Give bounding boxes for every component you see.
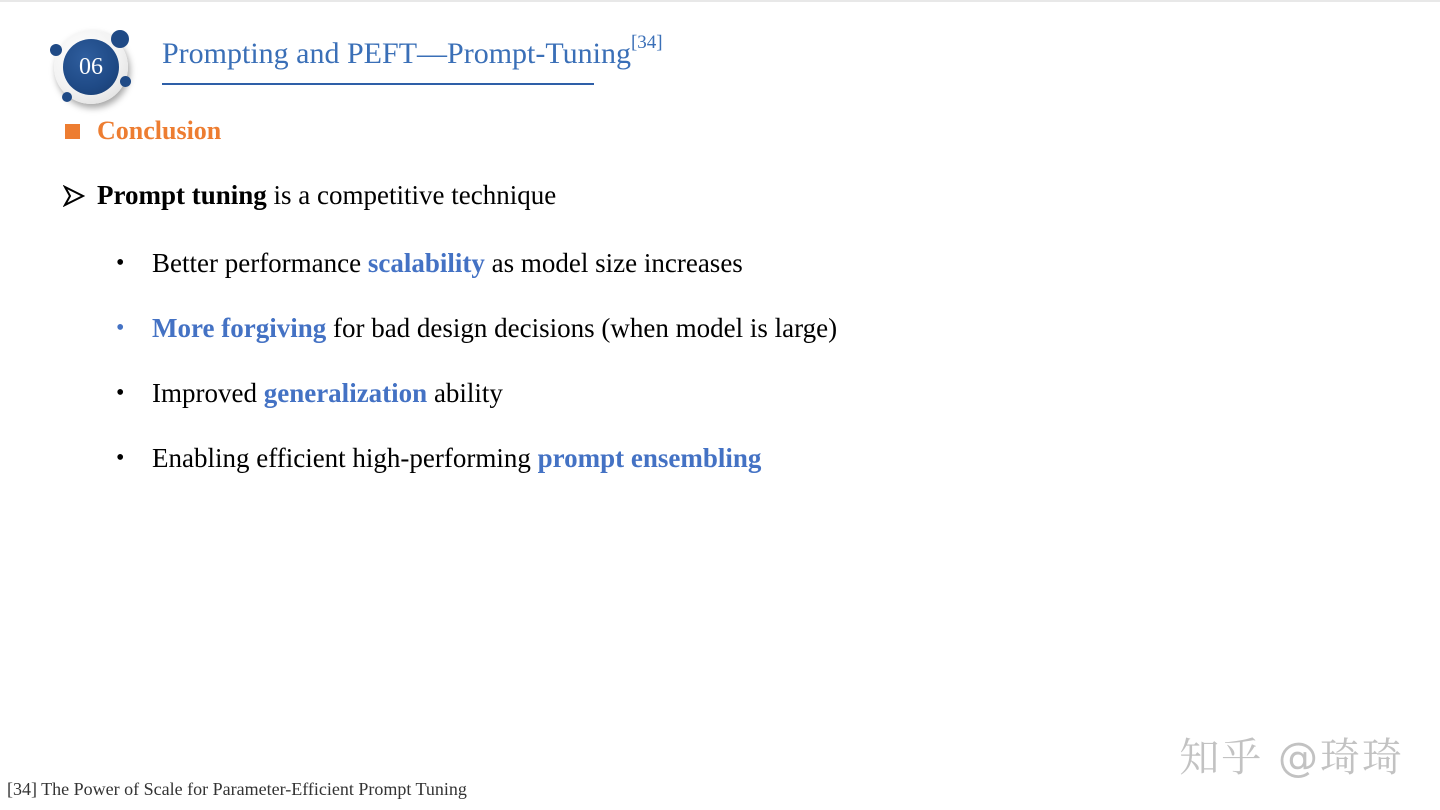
section-number-badge	[48, 28, 138, 108]
arrowhead-bullet-icon	[63, 185, 85, 207]
bullet-text	[152, 313, 837, 343]
bullet-pre: Enabling efficient high-performing	[152, 443, 538, 473]
list-item	[116, 439, 837, 504]
bullet-highlight: scalability	[367, 248, 485, 278]
bullet-post: as model size increases	[484, 248, 743, 278]
section-heading	[65, 116, 221, 146]
bullet-text	[152, 248, 743, 278]
bullet-dot-icon: •	[116, 315, 125, 341]
list-item	[116, 244, 837, 309]
badge-decor-dot	[120, 76, 131, 87]
badge-decor-dot	[50, 44, 62, 56]
list-item	[116, 374, 837, 439]
bullet-post: for bad design decisions (when model is large)	[326, 313, 838, 343]
watermark: 知乎 @琦琦	[1179, 735, 1404, 781]
main-point	[63, 180, 556, 211]
bullet-list	[116, 244, 837, 504]
title-underline	[162, 83, 594, 85]
badge-decor-dot	[111, 30, 129, 48]
badge-number: 06	[63, 39, 119, 95]
footnote: [34] The Power of Scale for Parameter-Efficient Prompt Tuning	[7, 779, 467, 799]
bullet-dot-icon: •	[116, 250, 125, 276]
slide-top-border	[0, 0, 1440, 2]
bullet-text	[152, 378, 503, 408]
square-bullet-icon	[65, 124, 80, 139]
bullet-highlight: More forgiving	[152, 313, 327, 343]
bullet-dot-icon: •	[116, 445, 125, 471]
badge-decor-dot	[62, 92, 72, 102]
bullet-dot-icon: •	[116, 380, 125, 406]
bullet-pre: Improved	[152, 378, 264, 408]
bullet-highlight: prompt ensembling	[537, 443, 762, 473]
title-citation: [34]	[630, 32, 663, 53]
bullet-pre: Better performance	[152, 248, 368, 278]
list-item	[116, 309, 837, 374]
bullet-text	[152, 443, 761, 473]
bullet-highlight: generalization	[263, 378, 428, 408]
slide-title	[162, 32, 663, 71]
main-point-rest: is a competitive technique	[266, 180, 557, 210]
section-label: Conclusion	[97, 116, 222, 145]
bullet-post: ability	[427, 378, 503, 408]
slide-title-text: Prompting and PEFT—Prompt-Tuning	[162, 37, 631, 70]
main-point-bold: Prompt tuning	[97, 180, 267, 210]
